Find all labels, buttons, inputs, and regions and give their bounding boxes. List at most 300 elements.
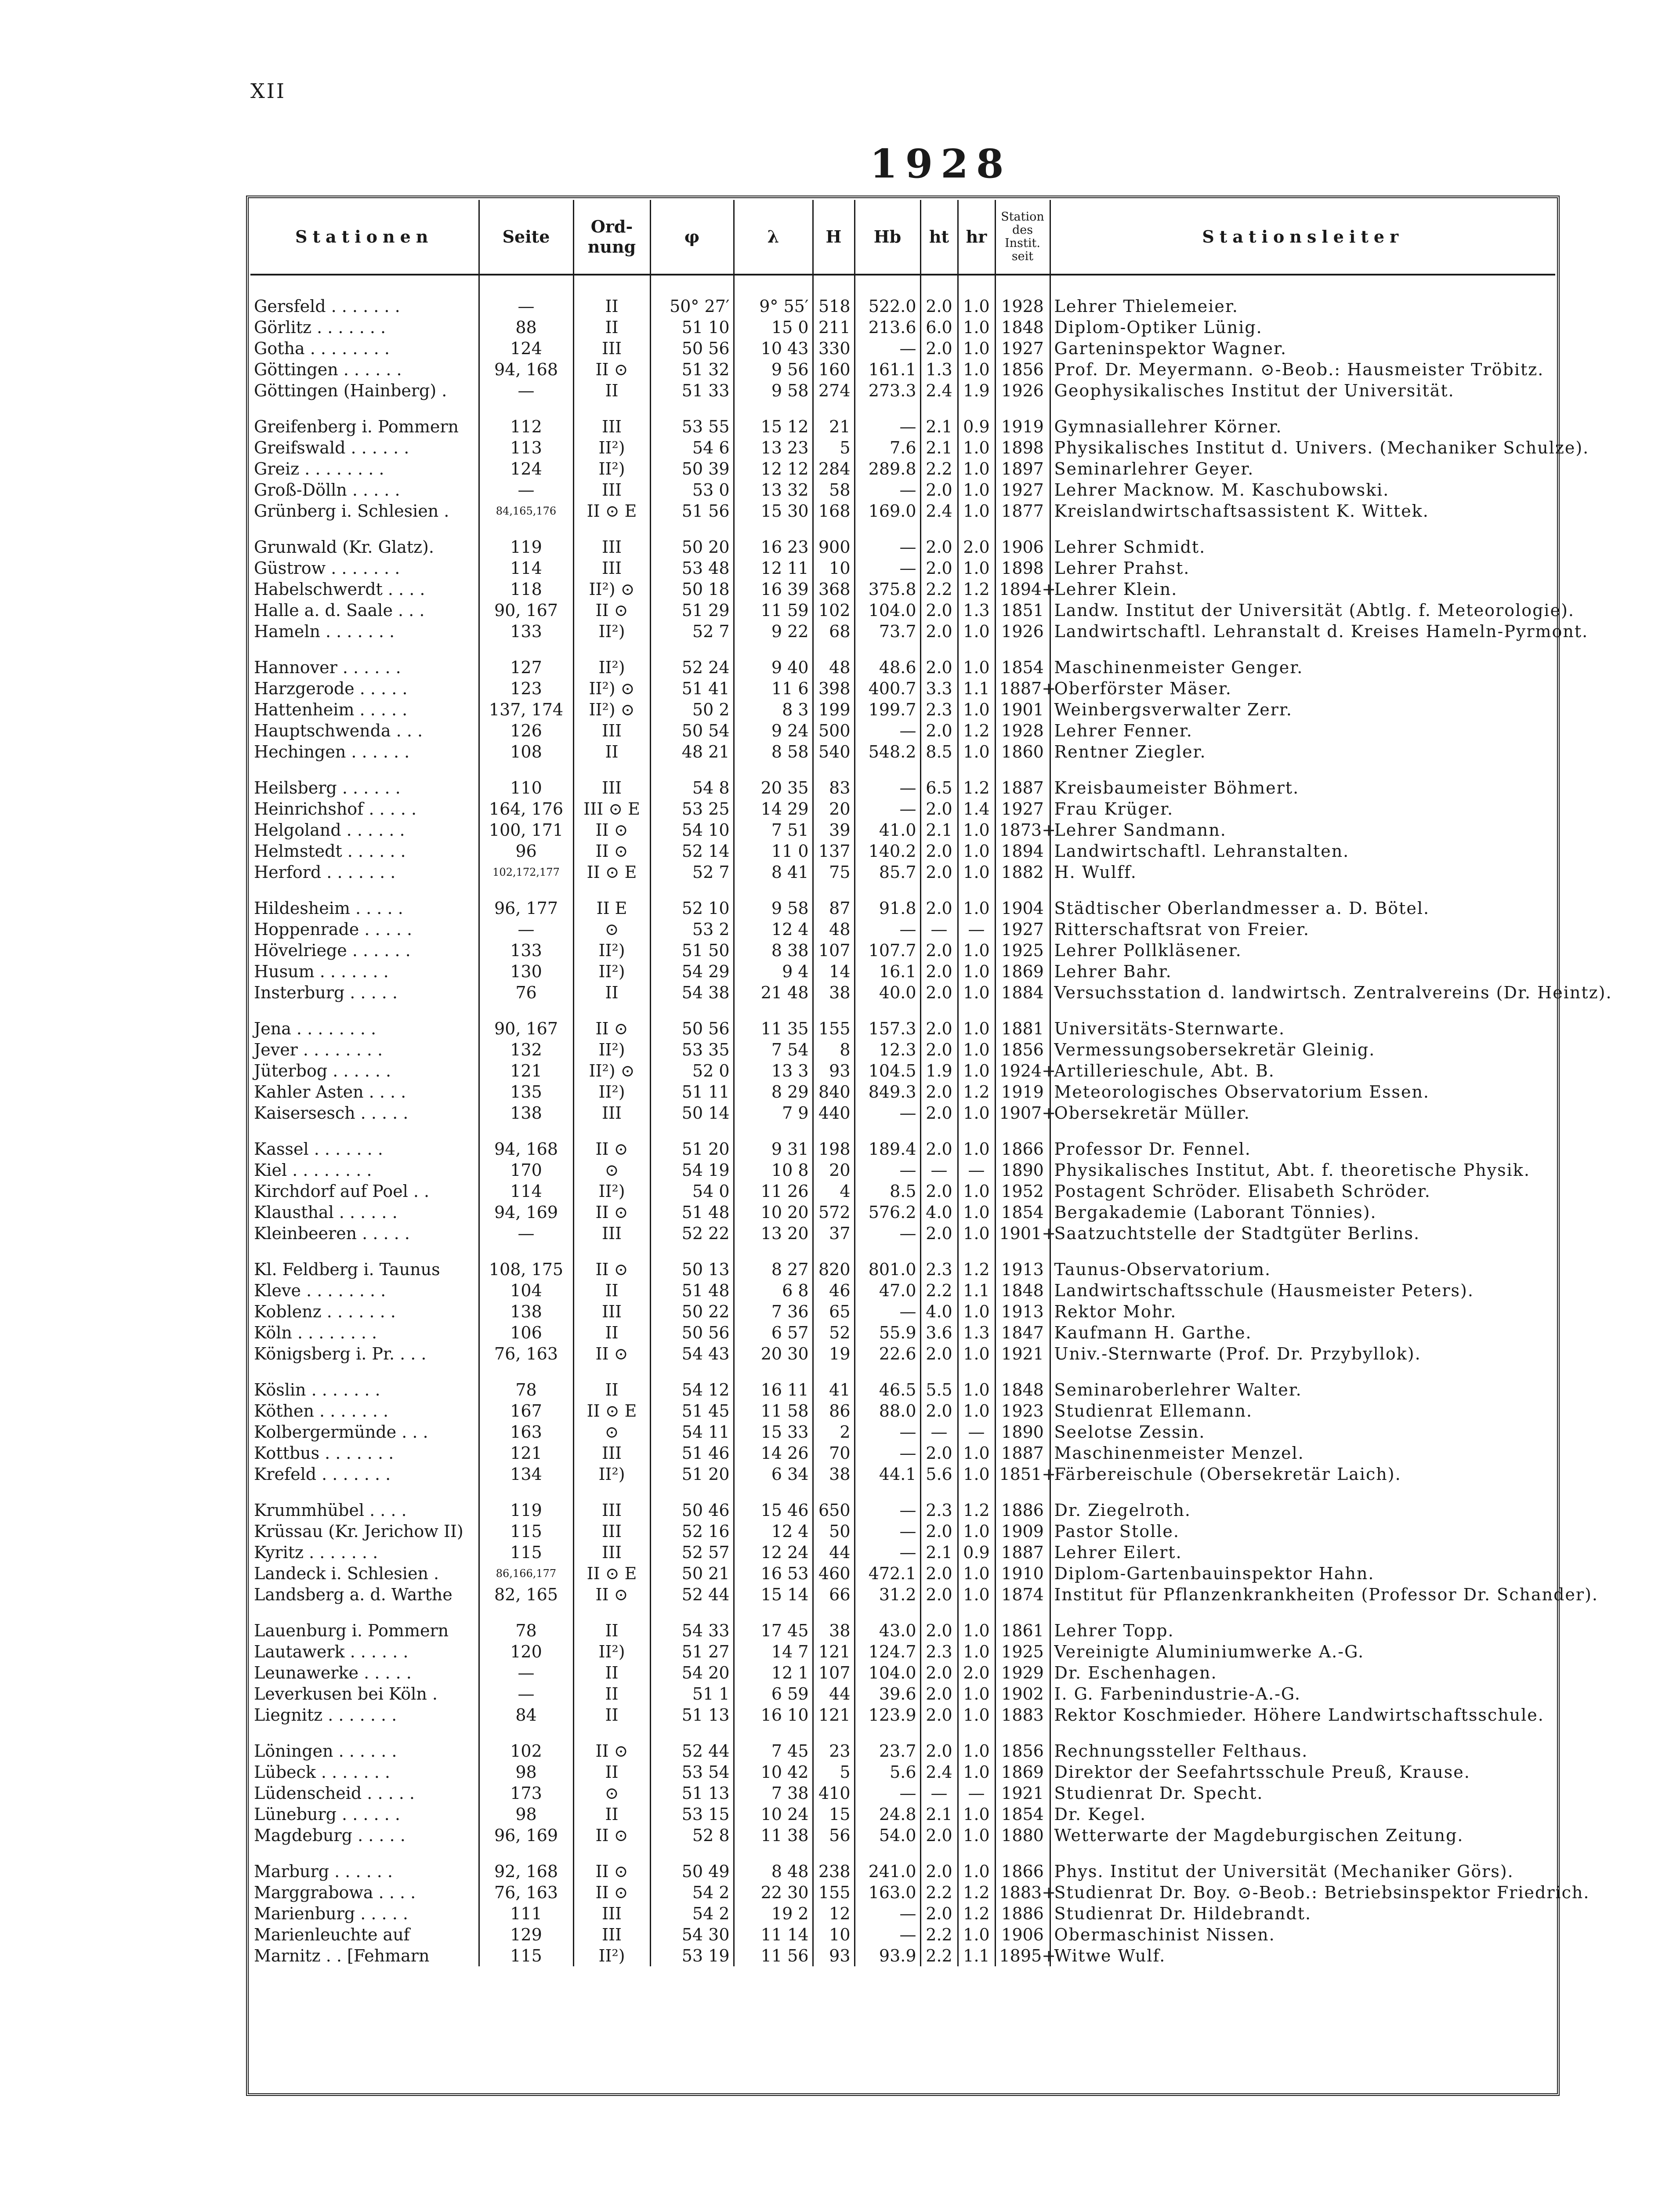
ht-cell: 2.0 (920, 940, 958, 961)
lambda-cell: 19 2 (734, 1903, 813, 1924)
leiter-cell: Physikalisches Institut, Abt. f. theoretische Physik. (1050, 1160, 1555, 1181)
phi-cell: 53 15 (650, 1804, 734, 1825)
leiter-cell: Studienrat Dr. Boy. ⊙-Beob.: Betriebsinspektor Friedrich. (1050, 1882, 1555, 1903)
lambda-cell: 15 46 (734, 1500, 813, 1521)
group-separator (250, 762, 1555, 777)
table-row (250, 621, 1555, 642)
ordnung-cell: II²) (573, 1464, 650, 1485)
ht-cell: 2.0 (920, 1039, 958, 1060)
ht-cell: 8.5 (920, 741, 958, 762)
hr-cell: 1.0 (958, 1060, 995, 1081)
leiter-cell: Seminarlehrer Geyer. (1050, 458, 1555, 479)
ht-cell: 2.3 (920, 1641, 958, 1662)
station-name: Leunawerke . . . . . (254, 1663, 412, 1682)
phi-cell: 53 35 (650, 1039, 734, 1060)
seite-cell: 106 (479, 1322, 573, 1343)
separator-cell (250, 1003, 479, 1018)
separator-cell (920, 1605, 958, 1620)
seite-cell: — (479, 919, 573, 940)
table-row (250, 1160, 1555, 1181)
ht-cell: 6.0 (920, 317, 958, 338)
hb-cell: — (854, 1903, 920, 1924)
seit-cell: 1929 (995, 1662, 1050, 1683)
ordnung-cell: II ⊙ (573, 1584, 650, 1605)
table-row (250, 940, 1555, 961)
separator-cell (995, 1726, 1050, 1740)
ordnung-cell: III (573, 1301, 650, 1322)
table-row (250, 777, 1555, 798)
seite-cell: 94, 169 (479, 1202, 573, 1223)
separator-cell (573, 1485, 650, 1500)
table-row (250, 678, 1555, 699)
separator-cell (920, 1124, 958, 1138)
separator-cell (854, 1726, 920, 1740)
phi-cell: 51 13 (650, 1704, 734, 1726)
station-name: Jever . . . . . . . . (254, 1040, 383, 1059)
table-row (250, 1039, 1555, 1060)
separator-cell (958, 1244, 995, 1259)
station-name: Güstrow . . . . . . . (254, 558, 400, 578)
h-cell: 460 (813, 1563, 854, 1584)
leiter-cell: I. G. Farbenindustrie-A.-G. (1050, 1683, 1555, 1704)
table-row (250, 1421, 1555, 1443)
station-name: Habelschwerdt . . . . (254, 580, 425, 599)
separator-cell (958, 1124, 995, 1138)
group-separator (250, 522, 1555, 537)
separator-cell (854, 642, 920, 657)
hr-cell: 1.0 (958, 1825, 995, 1846)
seite-cell: 113 (479, 437, 573, 458)
table-row (250, 1704, 1555, 1726)
table-row (250, 1301, 1555, 1322)
leiter-cell: Lehrer Eilert. (1050, 1542, 1555, 1563)
hr-cell: 1.2 (958, 1081, 995, 1102)
leiter-cell: Artillerieschule, Abt. B. (1050, 1060, 1555, 1081)
ordnung-cell: III (573, 537, 650, 558)
table-row (250, 1500, 1555, 1521)
table-row (250, 579, 1555, 600)
h-cell: 83 (813, 777, 854, 798)
phi-cell: 50 39 (650, 458, 734, 479)
separator-cell (1050, 883, 1555, 898)
separator-cell (854, 1605, 920, 1620)
seite-cell: 94, 168 (479, 359, 573, 380)
lambda-cell: 11 35 (734, 1018, 813, 1039)
h-cell: 5 (813, 437, 854, 458)
hr-cell: 1.0 (958, 1301, 995, 1322)
group-separator (250, 1846, 1555, 1861)
separator-cell (479, 642, 573, 657)
h-cell: 840 (813, 1081, 854, 1102)
ordnung-cell: III (573, 558, 650, 579)
seite-cell: 133 (479, 621, 573, 642)
seite-cell: 120 (479, 1641, 573, 1662)
hb-cell: 73.7 (854, 621, 920, 642)
lambda-cell: 12 24 (734, 1542, 813, 1563)
ordnung-cell: ⊙ (573, 1160, 650, 1181)
hr-cell: 1.0 (958, 1379, 995, 1400)
lambda-cell: 15 12 (734, 416, 813, 437)
lambda-cell: 11 58 (734, 1400, 813, 1421)
separator-cell (813, 1364, 854, 1379)
station-name: Kleinbeeren . . . . . (254, 1224, 410, 1243)
h-cell: 48 (813, 657, 854, 678)
header-ordnung: Ord-nung (573, 200, 650, 275)
lambda-cell: 9 56 (734, 359, 813, 380)
lambda-cell: 14 7 (734, 1641, 813, 1662)
ordnung-cell: II (573, 982, 650, 1003)
hb-cell: 8.5 (854, 1181, 920, 1202)
leiter-cell: Studienrat Dr. Specht. (1050, 1783, 1555, 1804)
ordnung-cell: II²) (573, 621, 650, 642)
lambda-cell: 13 23 (734, 437, 813, 458)
separator-cell (479, 1485, 573, 1500)
ordnung-cell: ⊙ (573, 919, 650, 940)
ordnung-cell: II²) (573, 657, 650, 678)
hb-cell: 104.5 (854, 1060, 920, 1081)
table-row (250, 1584, 1555, 1605)
hb-cell: 241.0 (854, 1861, 920, 1882)
h-cell: 121 (813, 1641, 854, 1662)
ordnung-cell: II (573, 275, 650, 317)
station-name: Lauenburg i. Pommern (254, 1621, 449, 1640)
leiter-cell: Dr. Ziegelroth. (1050, 1500, 1555, 1521)
separator-cell (573, 642, 650, 657)
hr-cell: 1.3 (958, 600, 995, 621)
seite-cell: 163 (479, 1421, 573, 1443)
phi-cell: 50 2 (650, 699, 734, 720)
phi-cell: 51 48 (650, 1280, 734, 1301)
hr-cell: 1.0 (958, 940, 995, 961)
hr-cell: 1.0 (958, 1343, 995, 1364)
leiter-cell: Rentner Ziegler. (1050, 741, 1555, 762)
leiter-cell: Maschinenmeister Genger. (1050, 657, 1555, 678)
seit-cell: 1898 (995, 437, 1050, 458)
separator-cell (920, 762, 958, 777)
header-ht: ht (920, 200, 958, 275)
lambda-cell: 12 12 (734, 458, 813, 479)
phi-cell: 52 14 (650, 841, 734, 862)
separator-cell (813, 1726, 854, 1740)
hb-cell: 22.6 (854, 1343, 920, 1364)
h-cell: 66 (813, 1584, 854, 1605)
separator-cell (1050, 1605, 1555, 1620)
ht-cell: 2.0 (920, 1563, 958, 1584)
lambda-cell: 10 42 (734, 1762, 813, 1783)
seit-cell: 1854 (995, 1804, 1050, 1825)
h-cell: 10 (813, 558, 854, 579)
seite-cell: 76, 163 (479, 1882, 573, 1903)
table-row (250, 862, 1555, 883)
table-row (250, 537, 1555, 558)
station-name: Köthen . . . . . . . (254, 1401, 389, 1421)
table-row (250, 1181, 1555, 1202)
hb-cell: 289.8 (854, 458, 920, 479)
phi-cell: 54 11 (650, 1421, 734, 1443)
station-name: Lüdenscheid . . . . . (254, 1784, 415, 1803)
seit-cell: 1887 (995, 1443, 1050, 1464)
h-cell: 168 (813, 500, 854, 522)
station-name: Marienleuchte auf (254, 1925, 410, 1944)
seit-cell: 1886 (995, 1500, 1050, 1521)
ordnung-cell: II ⊙ (573, 1882, 650, 1903)
h-cell: 137 (813, 841, 854, 862)
lambda-cell: 15 14 (734, 1584, 813, 1605)
station-name: Marggrabowa . . . . (254, 1883, 416, 1902)
seite-cell: 96, 169 (479, 1825, 573, 1846)
hr-cell: — (958, 1421, 995, 1443)
hr-cell: 1.0 (958, 1400, 995, 1421)
ordnung-cell: II (573, 317, 650, 338)
lambda-cell: 9 58 (734, 898, 813, 919)
seite-cell: — (479, 1683, 573, 1704)
hr-cell: 1.0 (958, 1138, 995, 1160)
phi-cell: 54 43 (650, 1343, 734, 1364)
hr-cell: 1.0 (958, 1018, 995, 1039)
ht-cell: 2.2 (920, 458, 958, 479)
separator-cell (479, 1244, 573, 1259)
phi-cell: 51 45 (650, 1400, 734, 1421)
station-name: Kiel . . . . . . . . (254, 1160, 372, 1180)
hb-cell: 472.1 (854, 1563, 920, 1584)
table-row (250, 1861, 1555, 1882)
ordnung-cell: II ⊙ (573, 359, 650, 380)
leiter-cell: Maschinenmeister Menzel. (1050, 1443, 1555, 1464)
ordnung-cell: III (573, 479, 650, 500)
seite-cell: 121 (479, 1060, 573, 1081)
station-name: Halle a. d. Saale . . . (254, 601, 425, 620)
seit-cell: 1886 (995, 1903, 1050, 1924)
separator-cell (854, 1364, 920, 1379)
hr-cell: 1.0 (958, 862, 995, 883)
hb-cell: 31.2 (854, 1584, 920, 1605)
ordnung-cell: II²) (573, 1181, 650, 1202)
leiter-cell: Prof. Dr. Meyermann. ⊙-Beob.: Hausmeister Tröbitz. (1050, 359, 1555, 380)
leiter-cell: Lehrer Fenner. (1050, 720, 1555, 741)
lambda-cell: 15 30 (734, 500, 813, 522)
separator-cell (650, 1846, 734, 1861)
ht-cell: 2.3 (920, 699, 958, 720)
lambda-cell: 10 8 (734, 1160, 813, 1181)
ordnung-cell: II²) (573, 1039, 650, 1060)
leiter-cell: Vermessungsobersekretär Gleinig. (1050, 1039, 1555, 1060)
table-row (250, 1783, 1555, 1804)
h-cell: 68 (813, 621, 854, 642)
separator-cell (479, 1124, 573, 1138)
table-row (250, 1662, 1555, 1683)
separator-cell (734, 642, 813, 657)
hr-cell: 1.2 (958, 1500, 995, 1521)
h-cell: 274 (813, 380, 854, 401)
seit-cell: 1926 (995, 621, 1050, 642)
station-name: Lautawerk . . . . . . (254, 1642, 409, 1661)
seit-cell: 1902 (995, 1683, 1050, 1704)
separator-cell (1050, 522, 1555, 537)
separator-cell (573, 522, 650, 537)
hb-cell: 43.0 (854, 1620, 920, 1641)
seite-cell: 115 (479, 1542, 573, 1563)
ht-cell: 2.2 (920, 1882, 958, 1903)
ordnung-cell: III (573, 416, 650, 437)
seite-cell: 112 (479, 416, 573, 437)
hr-cell: 1.0 (958, 437, 995, 458)
ht-cell: 2.0 (920, 1584, 958, 1605)
hr-cell: 1.0 (958, 819, 995, 841)
hr-cell: 0.9 (958, 1542, 995, 1563)
hr-cell: 1.1 (958, 1280, 995, 1301)
leiter-cell: Bergakademie (Laborant Tönnies). (1050, 1202, 1555, 1223)
ordnung-cell: II ⊙ E (573, 1563, 650, 1584)
lambda-cell: 9 58 (734, 380, 813, 401)
ht-cell: 2.0 (920, 720, 958, 741)
h-cell: 2 (813, 1421, 854, 1443)
seite-cell: 167 (479, 1400, 573, 1421)
seite-cell: 119 (479, 1500, 573, 1521)
hr-cell: 1.0 (958, 1861, 995, 1882)
seite-cell: 134 (479, 1464, 573, 1485)
lambda-cell: 20 35 (734, 777, 813, 798)
lambda-cell: 12 1 (734, 1662, 813, 1683)
table-header (250, 200, 1555, 275)
seit-cell: 1873+ (995, 819, 1050, 841)
hb-cell: 213.6 (854, 317, 920, 338)
separator-cell (250, 762, 479, 777)
seit-cell: 1895+ (995, 1945, 1050, 1966)
phi-cell: 53 19 (650, 1945, 734, 1966)
seite-cell: 98 (479, 1804, 573, 1825)
phi-cell: 51 32 (650, 359, 734, 380)
hr-cell: 1.0 (958, 558, 995, 579)
seite-cell: 115 (479, 1521, 573, 1542)
phi-cell: 50 14 (650, 1102, 734, 1124)
header-station-inst: Station des Instit. seit (995, 200, 1050, 275)
leiter-cell: Kaufmann H. Garthe. (1050, 1322, 1555, 1343)
station-name: Herford . . . . . . . (254, 863, 396, 882)
header-hr: hr (958, 200, 995, 275)
station-name: Löningen . . . . . . (254, 1741, 397, 1761)
lambda-cell: 7 9 (734, 1102, 813, 1124)
group-separator (250, 883, 1555, 898)
leiter-cell: Rektor Mohr. (1050, 1301, 1555, 1322)
table-row (250, 741, 1555, 762)
ht-cell: 2.2 (920, 1945, 958, 1966)
hr-cell: 1.2 (958, 720, 995, 741)
h-cell: 58 (813, 479, 854, 500)
hr-cell: 1.2 (958, 1259, 995, 1280)
hb-cell: — (854, 558, 920, 579)
leiter-cell: Vereinigte Aluminiumwerke A.-G. (1050, 1641, 1555, 1662)
ht-cell: 2.0 (920, 657, 958, 678)
ht-cell: 2.4 (920, 380, 958, 401)
seite-cell: 133 (479, 940, 573, 961)
leiter-cell: Seminaroberlehrer Walter. (1050, 1379, 1555, 1400)
phi-cell: 53 55 (650, 416, 734, 437)
hb-cell: 44.1 (854, 1464, 920, 1485)
leiter-cell: Institut für Pflanzenkrankheiten (Professor Dr. Schander). (1050, 1584, 1555, 1605)
hr-cell: 1.0 (958, 982, 995, 1003)
table-row (250, 600, 1555, 621)
group-separator (250, 1244, 1555, 1259)
h-cell: 37 (813, 1223, 854, 1244)
hb-cell: 91.8 (854, 898, 920, 919)
ht-cell: 2.0 (920, 862, 958, 883)
station-name: Marienburg . . . . . (254, 1904, 408, 1923)
table-row (250, 1903, 1555, 1924)
seite-cell: 114 (479, 1181, 573, 1202)
hb-cell: 104.0 (854, 600, 920, 621)
seit-cell: 1906 (995, 537, 1050, 558)
phi-cell: 52 24 (650, 657, 734, 678)
separator-cell (573, 1846, 650, 1861)
seit-cell: 1866 (995, 1861, 1050, 1882)
lambda-cell: 7 36 (734, 1301, 813, 1322)
ht-cell: 2.1 (920, 1542, 958, 1563)
separator-cell (250, 642, 479, 657)
seite-cell: 90, 167 (479, 600, 573, 621)
station-name: Kolbergermünde . . . (254, 1422, 428, 1442)
seit-cell: 1883+ (995, 1882, 1050, 1903)
h-cell: 440 (813, 1102, 854, 1124)
ordnung-cell: II ⊙ E (573, 1400, 650, 1421)
ht-cell: 2.0 (920, 600, 958, 621)
separator-cell (920, 522, 958, 537)
hr-cell: 1.0 (958, 458, 995, 479)
seite-cell: 118 (479, 579, 573, 600)
table-row (250, 416, 1555, 437)
ordnung-cell: II (573, 1762, 650, 1783)
separator-cell (958, 883, 995, 898)
ht-cell: 2.0 (920, 961, 958, 982)
seite-cell: 138 (479, 1301, 573, 1322)
hr-cell: 1.0 (958, 1804, 995, 1825)
table-row (250, 1521, 1555, 1542)
hb-cell: — (854, 1223, 920, 1244)
separator-cell (573, 401, 650, 416)
phi-cell: 54 19 (650, 1160, 734, 1181)
ht-cell: 2.1 (920, 437, 958, 458)
hr-cell: 1.0 (958, 841, 995, 862)
h-cell: 410 (813, 1783, 854, 1804)
separator-cell (854, 1485, 920, 1500)
lambda-cell: 9 40 (734, 657, 813, 678)
hb-cell: — (854, 1521, 920, 1542)
header-phi: φ (650, 200, 734, 275)
separator-cell (734, 522, 813, 537)
station-name: Leverkusen bei Köln . (254, 1684, 438, 1704)
phi-cell: 50 56 (650, 1018, 734, 1039)
seit-cell: 1869 (995, 961, 1050, 982)
hb-cell: 140.2 (854, 841, 920, 862)
phi-cell: 53 0 (650, 479, 734, 500)
leiter-cell: Meteorologisches Observatorium Essen. (1050, 1081, 1555, 1102)
h-cell: 39 (813, 819, 854, 841)
phi-cell: 53 2 (650, 919, 734, 940)
ht-cell: 2.0 (920, 338, 958, 359)
seit-cell: 1877 (995, 500, 1050, 522)
seite-cell: 92, 168 (479, 1861, 573, 1882)
seit-cell: 1927 (995, 479, 1050, 500)
separator-cell (995, 522, 1050, 537)
separator-cell (573, 1726, 650, 1740)
separator-cell (573, 1244, 650, 1259)
lambda-cell: 7 51 (734, 819, 813, 841)
seit-cell: 1925 (995, 940, 1050, 961)
leiter-cell: Lehrer Klein. (1050, 579, 1555, 600)
phi-cell: 54 29 (650, 961, 734, 982)
hb-cell: — (854, 1160, 920, 1181)
hb-cell: — (854, 1443, 920, 1464)
group-separator (250, 642, 1555, 657)
